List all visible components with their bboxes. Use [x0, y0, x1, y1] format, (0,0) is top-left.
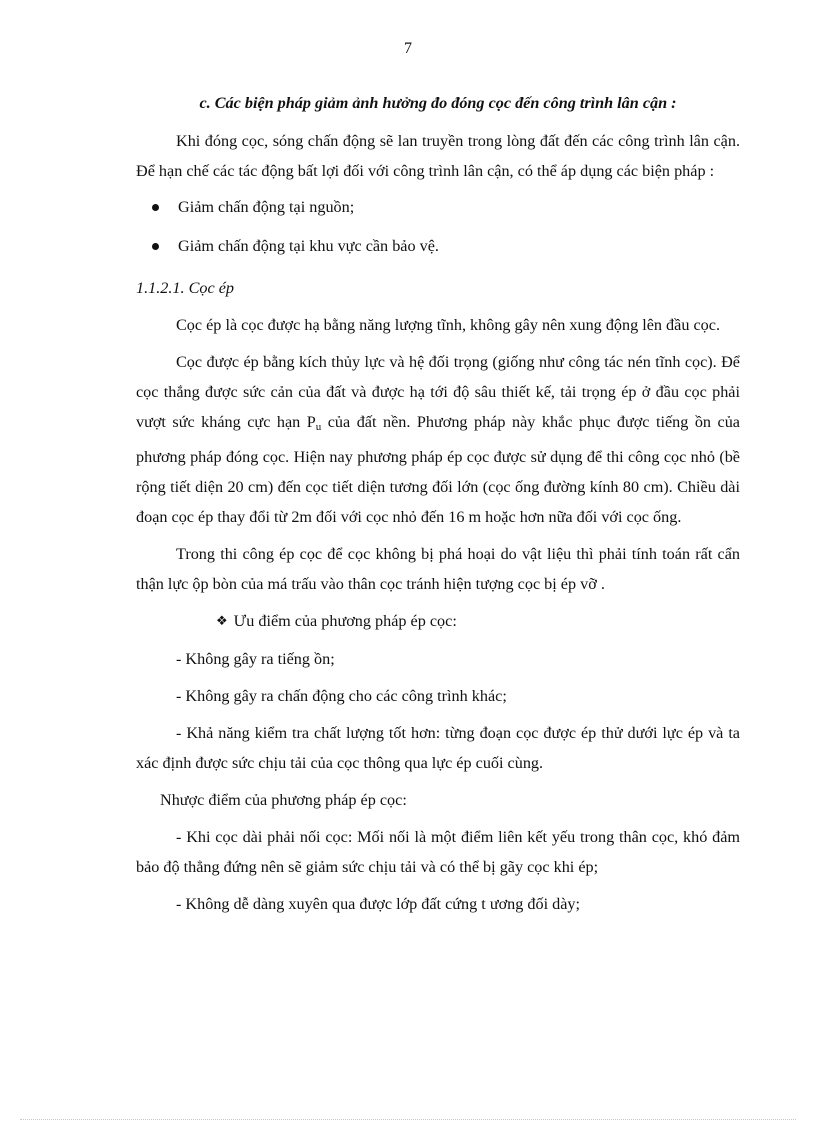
coc-ep-paragraph-2	[136, 347, 740, 532]
diamond-bullet-icon: ❖	[216, 613, 228, 628]
advantages-heading	[136, 606, 740, 637]
list-item-text: Giảm chấn động tại nguồn;	[178, 198, 355, 216]
disadvantages-heading: Nhược điểm của phương pháp ép cọc:	[160, 791, 407, 809]
paragraph-2-end: của đất nền. Phương pháp này khắc phục được tiếng ồn của phương pháp đóng cọc. Hiện nay phương pháp ép cọc được sử dụng để thi công cọc nhỏ (bề rộng tiết diện 20 cm) đến cọc tiết diện tương đối lớn (cọc ống đường kính 80 cm). Chiều dài đoạn cọc ép thay đổi từ 2m đối với cọc nhỏ đến 16 m hoặc hơn nữa đối với cọc ống.	[136, 413, 740, 526]
disadvantage-item: - Không dễ dàng xuyên qua được lớp đất cứng t ương đối dày;	[176, 895, 580, 913]
page-bottom-divider	[20, 1119, 796, 1120]
section-c-heading: c. Các biện pháp giảm ảnh hưởng đo đóng cọc đến công trình lân cận :	[199, 94, 677, 112]
coc-ep-paragraph-3: Trong thi công ép cọc để cọc không bị phá hoại do vật liệu thì phải tính toán rất cẩn thận lực ộp bòn của má trấu vào thân cọc tránh hiện tượng cọc bị ép vỡ .	[136, 545, 740, 593]
bullet-dot-icon	[152, 204, 159, 211]
disadvantage-item: - Khi cọc dài phải nối cọc: Mối nối là một điểm liên kết yếu trong thân cọc, khó đảm bảo độ thẳng đứng nên sẽ giảm sức chịu tải và có thể bị gãy cọc khi ép;	[136, 828, 740, 876]
section-coc-ep-title: 1.1.2.1. Cọc ép	[136, 279, 235, 297]
list-item	[136, 231, 740, 261]
advantage-item: - Khả năng kiểm tra chất lượng tốt hơn: từng đoạn cọc được ép thử dưới lực ép và ta xác định được sức chịu tải của cọc thông qua lực ép cuối cùng.	[136, 724, 740, 772]
advantage-item: - Không gây ra tiếng ồn;	[176, 650, 335, 668]
pu-subscript: u	[315, 421, 322, 433]
advantages-title: Ưu điểm của phương pháp ép cọc:	[233, 612, 457, 630]
paragraph-2-start: Cọc được ép bằng kích thủy lực và hệ đối trọng (giống như công tác nén tĩnh cọc). Để cọc thắng được sức cản của đất và được hạ tới độ sâu thiết kế, tải trọng ép ở đầu cọc phải vượt sức kháng cực hạn P	[136, 353, 740, 431]
page-content	[136, 88, 740, 919]
list-item-text: Giảm chấn động tại khu vực cần bảo vệ.	[178, 237, 439, 255]
bullet-dot-icon	[152, 243, 159, 250]
section-c-intro: Khi đóng cọc, sóng chấn động sẽ lan truyền trong lòng đất đến các công trình lân cận. Để hạn chế các tác động bất lợi đối với công trình lân cận, có thể áp dụng các biện pháp :	[136, 132, 740, 180]
page-number: 7	[404, 40, 412, 57]
list-item	[136, 192, 740, 222]
advantage-item: - Không gây ra chấn động cho các công trình khác;	[176, 687, 507, 705]
measures-list	[136, 192, 740, 261]
coc-ep-paragraph-1: Cọc ép là cọc được hạ bằng năng lượng tĩnh, không gây nên xung động lên đầu cọc.	[176, 316, 720, 334]
